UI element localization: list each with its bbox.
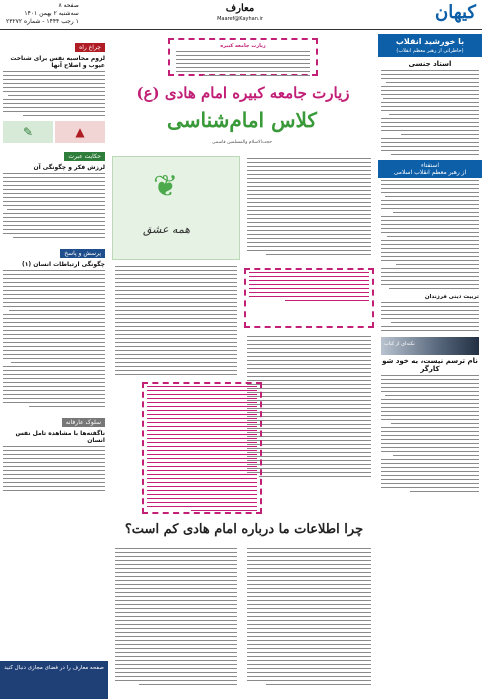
pullquote-box — [244, 268, 374, 328]
title-self-accounting: لزوم محاسبه نفس برای شناخت عیوب و اصلاح آنها — [10, 55, 105, 69]
masthead — [0, 0, 482, 30]
section-title: معارف — [225, 3, 255, 14]
tag-mystic-path: سلوک عارفانه — [62, 418, 105, 427]
center-area — [112, 34, 374, 699]
banner-subheadline: کلاس امام‌شناسی — [167, 108, 317, 132]
heading-bottom: نام ترسم نیست، به خود شو کارگر — [382, 357, 478, 373]
fatwa-text — [378, 178, 482, 291]
date-line-2: ۱ رجب ۱۴۴۴ - شماره ۲۳۲۷۲ — [6, 18, 79, 25]
thumbnail-row — [3, 121, 105, 143]
newspaper-logo: کیهان — [434, 2, 476, 23]
byline: حجت‌الاسلام والمسلمین قاسمی — [212, 140, 272, 145]
thought-tremor-text — [0, 171, 108, 240]
self-accounting-text — [0, 69, 108, 118]
article-col-c — [244, 334, 374, 479]
bottom-headline: چرا اطلاعات ما درباره امام هادی کم است؟ — [124, 522, 364, 537]
pullquote-bottom-lines — [144, 384, 260, 513]
pullquote-box-bottom — [142, 382, 262, 514]
section-subtitle: Maaref@Kayhan.ir — [217, 16, 263, 22]
feature-title: استاد جنسی — [408, 60, 452, 68]
left-column — [0, 34, 108, 699]
article-col-a — [244, 156, 374, 257]
article-col-e — [244, 546, 374, 687]
fatwa-bar-label: استفتاء — [421, 162, 439, 169]
lesson-image: ✎ — [3, 121, 53, 143]
title-thought-tremor: لرزش فکر و چگونگی آن — [33, 164, 105, 171]
calligraphy-image — [112, 156, 240, 260]
tag-qa: پرسش و پاسخ — [60, 249, 105, 258]
tag-moral-story: حکایت عبرت — [64, 152, 105, 161]
right-column — [378, 34, 482, 699]
soul-reflection-text — [0, 444, 108, 493]
photo-strip — [381, 337, 479, 355]
calligraphy-text: همه عشق — [143, 223, 191, 236]
date-line-1: سه‌شنبه ۲ بهمن ۱۴۰۱ — [24, 10, 79, 17]
human-relations-text — [0, 268, 108, 409]
bottom-text — [378, 373, 482, 494]
pullquote-lines — [246, 270, 372, 303]
feature-text — [378, 68, 482, 157]
page-date — [6, 2, 79, 26]
title-soul-reflection: ناگفته‌ها با مشاهده تامل نفس انسان — [15, 430, 105, 444]
article-col-d — [112, 546, 240, 687]
leaf-icon: ❦ — [153, 169, 179, 204]
banner-headline: زیارت جامعه کبیره امام هادی (ع) — [136, 84, 350, 102]
memoir-title: با خورشید انقلاب — [395, 37, 465, 46]
lead-header — [112, 34, 374, 152]
quote-lines — [173, 49, 313, 78]
fatwa-bar — [378, 160, 482, 178]
memoir-subtitle: (خاطراتی از رهبر معظم انقلاب) — [396, 48, 464, 54]
page-number: صفحه ۸ — [58, 2, 79, 9]
heading-religious-upbringing: تربیت دینی فرزندان — [424, 294, 479, 300]
upbringing-text — [378, 300, 482, 333]
memoir-box — [378, 34, 482, 57]
fatwa-bar-subtitle: از رهبر معظم انقلاب اسلامی — [393, 169, 467, 176]
tag-guiding-light: چراغ راه — [75, 43, 105, 52]
photo-caption: نکته‌ای از کتاب — [384, 341, 415, 347]
social-footer — [0, 661, 108, 699]
candle-image: ▲ — [55, 121, 105, 143]
title-human-relations: چگونگی ارتباطات انسان (۱) — [21, 261, 105, 268]
quote-text: زیارت جامعه کبیره — [220, 43, 266, 49]
lead-quote-box — [168, 38, 318, 76]
social-footer-text: صفحه معارف را در فضای مجازی دنبال کنید — [4, 665, 104, 671]
article-col-b — [112, 264, 240, 377]
